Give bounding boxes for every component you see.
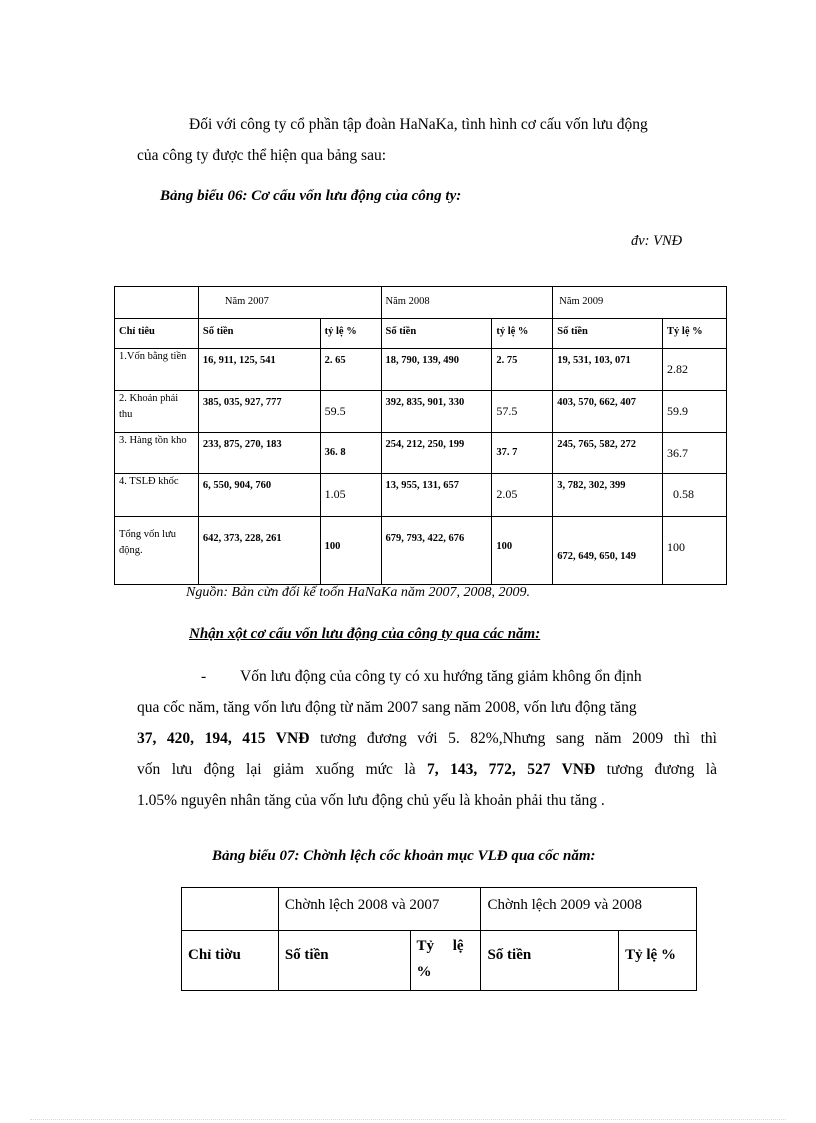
cell-ratio: 2.05 [492,474,553,517]
cell-ratio: 100 [320,517,381,585]
cell-amount: 3, 782, 302, 399 [553,474,663,517]
intro-line-2: của công ty được thể hiện qua bảng sau: [137,147,387,164]
row-label: 1.Vốn bằng tiền [115,349,199,391]
cell-amount: 6, 550, 904, 760 [198,474,320,517]
comment-line-4-start: vốn lưu động lại giảm xuống mức là [137,761,428,778]
row-label: 2. Khoản phải thu [115,391,199,433]
table07-caption: Bảng biểu 07: Chờnh lệch cốc khoản mục VLĐ qua cốc năm: [212,848,596,864]
cell-ratio: 36.7 [663,433,727,474]
table-row [115,474,727,517]
group-header-2009-2008: Chờnh lệch 2009 và 2008 [481,888,697,931]
cell-ratio: 0.58 [663,474,727,517]
table-row [115,433,727,474]
variance-table [181,887,697,991]
header-ratio-2: Tỷ lệ % [619,931,697,991]
year-header-2008: Năm 2008 [381,287,553,319]
intro-line-1: Đối với công ty cổ phần tập đoàn HaNaKa, tình hình cơ cấu vốn lưu động [189,116,648,133]
cell-ratio: 59.9 [663,391,727,433]
empty-cell [182,888,279,931]
cell-ratio: 100 [492,517,553,585]
header-amount-2007: Số tiền [198,319,320,349]
year-header-2007: Năm 2007 [198,287,381,319]
header-amount-2008: Số tiền [381,319,492,349]
comment-line-3 [137,730,717,748]
row-label: 4. TSLĐ khốc [115,474,199,517]
table06-unit: đv: VNĐ [631,233,683,249]
empty-cell [115,287,199,319]
cell-amount: 18, 790, 139, 490 [381,349,492,391]
comment-line-1: Vốn lưu động của công ty có xu hướng tăng giảm không ổn định [240,668,642,685]
cell-amount: 16, 911, 125, 541 [198,349,320,391]
cell-amount: 392, 835, 901, 330 [381,391,492,433]
cell-amount: 672, 649, 650, 149 [553,517,663,585]
bullet-dash: - [201,668,207,685]
header-amount-2009: Số tiền [553,319,663,349]
cell-amount: 13, 955, 131, 657 [381,474,492,517]
cell-ratio: 1.05 [320,474,381,517]
table-row [182,888,697,931]
table-row [115,349,727,391]
comment-line-3-rest: tương đương với 5. 82%,Nhưng sang năm 2009 thì thì [309,730,717,747]
header-amount-1: Số tiền [278,931,410,991]
header-indicator: Chỉ tiêu [115,319,199,349]
table-row [115,517,727,585]
header-ratio-2008: tỷ lệ % [492,319,553,349]
cell-ratio: 36. 8 [320,433,381,474]
header-ratio-2007: tỷ lệ % [320,319,381,349]
cell-amount: 233, 875, 270, 183 [198,433,320,474]
cell-ratio: 37. 7 [492,433,553,474]
header-ratio-1 [410,931,481,991]
cell-ratio: 2. 65 [320,349,381,391]
row-label: 3. Hàng tồn kho [115,433,199,474]
decrease-amount: 7, 143, 772, 527 VNĐ [427,761,596,778]
cell-ratio: 2.82 [663,349,727,391]
header-amount-2: Số tiền [481,931,619,991]
cell-amount: 403, 570, 662, 407 [553,391,663,433]
cell-amount: 254, 212, 250, 199 [381,433,492,474]
table-row [115,319,727,349]
cell-amount: 642, 373, 228, 261 [198,517,320,585]
cell-amount: 679, 793, 422, 676 [381,517,492,585]
cell-ratio: 57.5 [492,391,553,433]
table06-source: Nguồn: Bản cừn đối kế toốn HaNaKa năm 2007, 2008, 2009. [186,585,531,600]
header-indicator: Chỉ tiờu [182,931,279,991]
cell-ratio: 2. 75 [492,349,553,391]
page-bottom-divider [30,1119,786,1120]
cell-amount: 19, 531, 103, 071 [553,349,663,391]
year-header-2009: Năm 2009 [553,287,727,319]
table06-caption: Bảng biểu 06: Cơ cấu vốn lưu động của công ty: [160,188,462,204]
cell-ratio: 100 [663,517,727,585]
cell-ratio: 59.5 [320,391,381,433]
cell-amount: 245, 765, 582, 272 [553,433,663,474]
header-ratio-1-top: Tỷ lệ [416,938,464,954]
row-label: Tổng vốn lưu động. [115,517,199,585]
group-header-2008-2007: Chờnh lệch 2008 và 2007 [278,888,481,931]
table-row [115,391,727,433]
increase-amount: 37, 420, 194, 415 VNĐ [137,730,310,747]
header-ratio-1-bottom: % [416,964,432,980]
comment-line-4-rest: tương đương là [595,761,717,778]
table-row [182,931,697,991]
comment-line-5: 1.05% nguyên nhân tăng của vốn lưu động chủ yếu là khoản phải thu tăng . [137,792,605,809]
comment-line-4 [137,761,717,779]
cell-amount: 385, 035, 927, 777 [198,391,320,433]
header-ratio-2009: Tỷ lệ % [663,319,727,349]
capital-structure-table [114,286,727,585]
comment-line-2: qua cốc năm, tăng vốn lưu động từ năm 2007 sang năm 2008, vốn lưu động tăng [137,699,637,716]
comment-heading: Nhận xột cơ cấu vốn lưu động của công ty qua các năm: [189,626,541,642]
table-row [115,287,727,319]
